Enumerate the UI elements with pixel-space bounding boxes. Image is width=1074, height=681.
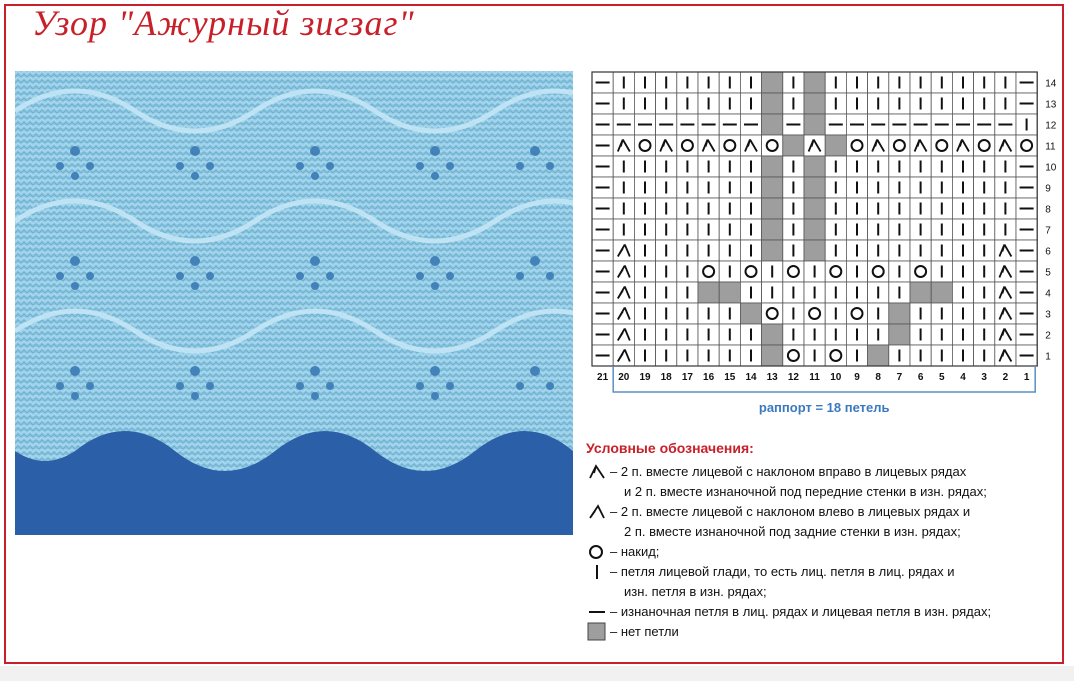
chart-cell	[952, 135, 973, 156]
chart-cell	[719, 135, 740, 156]
chart-cell	[613, 345, 634, 366]
chart-cell	[995, 261, 1016, 282]
chart-cell	[740, 135, 761, 156]
column-label: 4	[960, 372, 966, 383]
footer-bar	[0, 666, 1074, 681]
legend-text: изн. петля в изн. рядах;	[624, 584, 767, 599]
no-stitch-cell	[762, 114, 783, 135]
no-stitch-icon	[586, 622, 610, 642]
no-stitch-cell	[783, 135, 804, 156]
no-stitch-cell	[719, 282, 740, 303]
chart-cell	[995, 240, 1016, 261]
chart-cell	[995, 345, 1016, 366]
row-label: 8	[1045, 204, 1051, 216]
column-label: 18	[660, 372, 672, 383]
column-label: 21	[597, 372, 609, 383]
legend-item	[586, 602, 1066, 622]
no-stitch-cell	[804, 72, 825, 93]
column-label: 3	[981, 372, 987, 383]
legend-text: – петля лицевой глади, то есть лиц. петля в лиц. рядах и	[610, 564, 955, 579]
legend-text: 2 п. вместе изнаночной под задние стенки в изн. рядах;	[624, 524, 961, 539]
legend-item	[586, 562, 1066, 582]
legend-text: и 2 п. вместе изнаночной под передние стенки в изн. рядах;	[624, 484, 987, 499]
legend-item	[586, 502, 1066, 522]
legend-item	[586, 462, 1066, 482]
chart-cell	[868, 135, 889, 156]
chart-cell	[995, 303, 1016, 324]
no-stitch-cell	[804, 114, 825, 135]
row-label: 1	[1045, 351, 1051, 363]
legend-text: – изнаночная петля в лиц. рядах и лицевая петля в изн. рядах;	[610, 604, 992, 619]
legend-item	[586, 622, 1066, 642]
chart-cell	[783, 261, 804, 282]
chart-cell	[762, 135, 783, 156]
row-label: 9	[1045, 183, 1051, 195]
chart-cell	[995, 282, 1016, 303]
no-stitch-cell	[762, 177, 783, 198]
chart-cell	[613, 135, 634, 156]
row-label: 6	[1045, 246, 1051, 258]
no-stitch-cell	[868, 345, 889, 366]
column-label: 10	[830, 372, 842, 383]
chart-cell	[995, 135, 1016, 156]
column-label: 13	[766, 372, 778, 383]
no-stitch-cell	[762, 324, 783, 345]
chart-cell	[804, 135, 825, 156]
chart-cell	[677, 135, 698, 156]
chart-cell	[762, 303, 783, 324]
chart-cell	[656, 135, 677, 156]
legend-item	[586, 482, 1066, 502]
no-stitch-cell	[762, 345, 783, 366]
chart-cell	[846, 303, 867, 324]
chart-cell	[910, 261, 931, 282]
no-stitch-cell	[740, 303, 761, 324]
chart-cell	[846, 135, 867, 156]
no-stitch-cell	[762, 93, 783, 114]
chart-cell	[931, 135, 952, 156]
column-label: 19	[639, 372, 651, 383]
yarn-over-icon	[586, 542, 610, 562]
chart-cell	[634, 135, 655, 156]
chart-cell	[613, 282, 634, 303]
column-label: 17	[681, 372, 693, 383]
no-stitch-cell	[804, 177, 825, 198]
row-label: 5	[1045, 267, 1051, 279]
knitted-sample-photo	[15, 71, 573, 535]
column-label: 9	[854, 372, 860, 383]
column-label: 6	[917, 372, 924, 383]
purl-stitch-icon	[586, 602, 610, 622]
legend-text: – 2 п. вместе лицевой с наклоном вправо в лицевых рядах	[610, 464, 967, 479]
chart-cell	[825, 261, 846, 282]
legend-title: Условные обозначения:	[586, 440, 754, 456]
row-label: 10	[1045, 162, 1057, 174]
row-label: 7	[1045, 225, 1051, 237]
no-stitch-cell	[804, 198, 825, 219]
chart-cell	[1016, 135, 1037, 156]
chart-cell	[974, 135, 995, 156]
chart-cell	[613, 303, 634, 324]
no-stitch-cell	[762, 72, 783, 93]
column-label: 5	[939, 372, 945, 383]
k2tog-right-icon	[586, 462, 610, 482]
row-label: 4	[1045, 288, 1051, 300]
chart-cell	[868, 261, 889, 282]
chart-cell	[783, 345, 804, 366]
chart-cell	[613, 324, 634, 345]
no-stitch-cell	[910, 282, 931, 303]
chart-cell	[740, 261, 761, 282]
no-stitch-cell	[698, 282, 719, 303]
knitting-chart	[588, 66, 1068, 426]
legend-text: – нет петли	[610, 624, 679, 639]
legend-item	[586, 542, 1066, 562]
row-label: 3	[1045, 309, 1051, 321]
column-label: 7	[896, 372, 903, 383]
column-label: 8	[875, 372, 881, 383]
no-stitch-cell	[762, 156, 783, 177]
column-label: 15	[724, 372, 736, 383]
row-label: 13	[1045, 99, 1057, 111]
column-label: 1	[1023, 372, 1030, 383]
knit-stitch-icon	[586, 562, 610, 582]
no-stitch-cell	[804, 156, 825, 177]
chart-cell	[825, 345, 846, 366]
chart-cell	[613, 240, 634, 261]
pattern-title: Узор "Ажурный зигзаг"	[32, 3, 415, 43]
legend-item	[586, 582, 1066, 602]
chart-cell	[698, 261, 719, 282]
chart-cell	[910, 135, 931, 156]
no-stitch-cell	[804, 240, 825, 261]
k2tog-left-icon	[586, 502, 610, 522]
row-label: 2	[1045, 330, 1051, 342]
no-stitch-cell	[762, 219, 783, 240]
chart-cell	[804, 303, 825, 324]
column-label: 20	[618, 372, 630, 383]
column-label: 16	[703, 372, 715, 383]
no-stitch-cell	[762, 198, 783, 219]
legend-item	[586, 522, 1066, 542]
column-label: 12	[787, 372, 799, 383]
no-stitch-cell	[804, 219, 825, 240]
rapport-label: раппорт = 18 петель	[758, 400, 890, 415]
no-stitch-cell	[889, 303, 910, 324]
column-label: 2	[1002, 372, 1009, 383]
row-label: 11	[1045, 141, 1056, 153]
column-label: 11	[809, 372, 820, 383]
no-stitch-cell	[804, 93, 825, 114]
no-stitch-cell	[825, 135, 846, 156]
no-stitch-cell	[762, 240, 783, 261]
chart-cell	[698, 135, 719, 156]
chart-cell	[995, 324, 1016, 345]
rapport-bracket	[613, 366, 1035, 392]
legend	[586, 440, 1066, 642]
no-stitch-cell	[889, 324, 910, 345]
column-label: 14	[745, 372, 757, 383]
row-label: 14	[1045, 78, 1057, 90]
legend-text: – накид;	[610, 544, 660, 559]
no-stitch-cell	[931, 282, 952, 303]
chart-cell	[889, 135, 910, 156]
chart-cell	[613, 261, 634, 282]
legend-text: – 2 п. вместе лицевой с наклоном влево в лицевых рядах и	[610, 504, 971, 519]
row-label: 12	[1045, 120, 1057, 132]
